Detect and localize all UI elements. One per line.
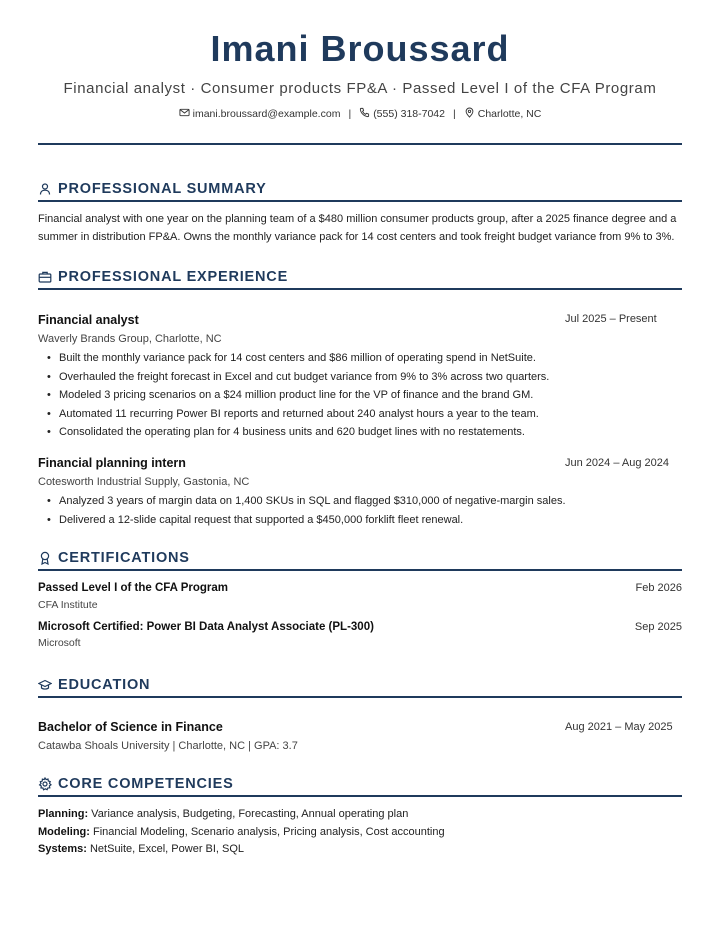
job-company: Cotesworth Industrial Supply, Gastonia, NC [38,476,250,488]
candidate-tagline: Financial analyst · Consumer products FP&A · Passed Level I of the CFA Program [63,80,657,97]
phone-icon [359,107,370,121]
list-item: • Automated 11 recurring Power BI reports and returned about 240 analyst hours a year to the team. [38,405,549,424]
list-item [38,841,445,859]
skill-label: Systems: [38,843,87,855]
award-icon [38,551,52,565]
list-item: • Analyzed 3 years of margin data on 1,400 SKUs in SQL and flagged $310,000 of negative-margin sales. [38,492,566,511]
section-heading-education [38,674,682,698]
job-company: Waverly Brands Group, Charlotte, NC [38,333,222,345]
user-icon [38,182,52,196]
education-details: Catawba Shoals University | Charlotte, NC | GPA: 3.7 [38,740,298,752]
section-heading-experience [38,266,682,290]
summary-text: Financial analyst with one year on the planning team of a $480 million consumer products group, after a 2025 finance degree and a summer in distribution FP&A. Owns the monthly variance pack for 14 cost centers and took freight budget variance from 9% to 3%. [38,213,677,243]
list-item [38,824,445,842]
gear-icon [38,777,52,791]
section-heading-certifications [38,547,682,571]
education-heading-text: EDUCATION [58,677,151,693]
job-bullets [38,492,566,529]
briefcase-icon [38,270,52,284]
skill-label: Planning: [38,808,89,820]
candidate-name: Imani Broussard [210,28,510,69]
header-divider [38,143,682,145]
contact-location [464,107,542,121]
contact-phone[interactable] [359,107,445,121]
contact-separator: | [348,107,352,120]
section-heading-competencies [38,773,682,797]
cert-issuer: CFA Institute [38,599,98,611]
job-bullets [38,349,549,442]
cert-issuer: Microsoft [38,637,81,649]
skill-values: Financial Modeling, Scenario analysis, Pricing analysis, Cost accounting [93,825,445,838]
email-text: imani.broussard@example.com [192,108,341,120]
job-title: Financial analyst [38,313,139,327]
competencies-heading-text: CORE COMPETENCIES [58,776,234,792]
map-pin-icon [464,107,475,121]
graduation-cap-icon [38,678,52,692]
list-item: • Delivered a 12-slide capital request that supported a $450,000 forklift fleet renewal. [38,511,566,530]
contact-email[interactable] [179,107,341,121]
list-item [38,806,445,824]
certifications-heading-text: CERTIFICATIONS [58,550,190,566]
mail-icon [179,107,190,121]
phone-text: (555) 318-7042 [373,108,445,120]
skill-values: NetSuite, Excel, Power BI, SQL [89,843,245,855]
job-dates: Jun 2024 – Aug 2024 [565,457,669,469]
education-dates: Aug 2021 – May 2025 [565,721,673,733]
list-item: • Built the monthly variance pack for 14 cost centers and $86 million of operating spend in NetSuite. [38,349,549,368]
skill-values: Variance analysis, Budgeting, Forecasting, Annual operating plan [91,808,409,820]
location-text: Charlotte, NC [477,108,542,120]
skill-label: Modeling: [38,825,90,838]
cert-date: Sep 2025 [634,621,682,633]
summary-heading-text: PROFESSIONAL SUMMARY [58,181,267,197]
competencies-list [38,806,445,859]
contact-line [38,107,682,121]
cert-date: Feb 2026 [635,582,682,594]
experience-heading-text: PROFESSIONAL EXPERIENCE [58,269,289,285]
cert-title: Microsoft Certified: Power BI Data Analyst Associate (PL-300) [38,621,374,633]
degree-title: Bachelor of Science in Finance [38,720,223,734]
contact-separator: | [453,107,456,120]
section-heading-summary [38,178,682,202]
job-dates: Jul 2025 – Present [565,313,657,325]
cert-title: Passed Level I of the CFA Program [38,582,229,594]
list-item: • Modeled 3 pricing scenarios on a $24 million product line for the VP of finance and the brand GM. [38,386,549,405]
list-item: • Overhauled the freight forecast in Excel and cut budget variance from 9% to 3% across two quarters. [38,368,549,387]
job-title: Financial planning intern [38,456,186,470]
list-item: • Consolidated the operating plan for 4 business units and 620 budget lines with no restatements. [38,423,549,442]
